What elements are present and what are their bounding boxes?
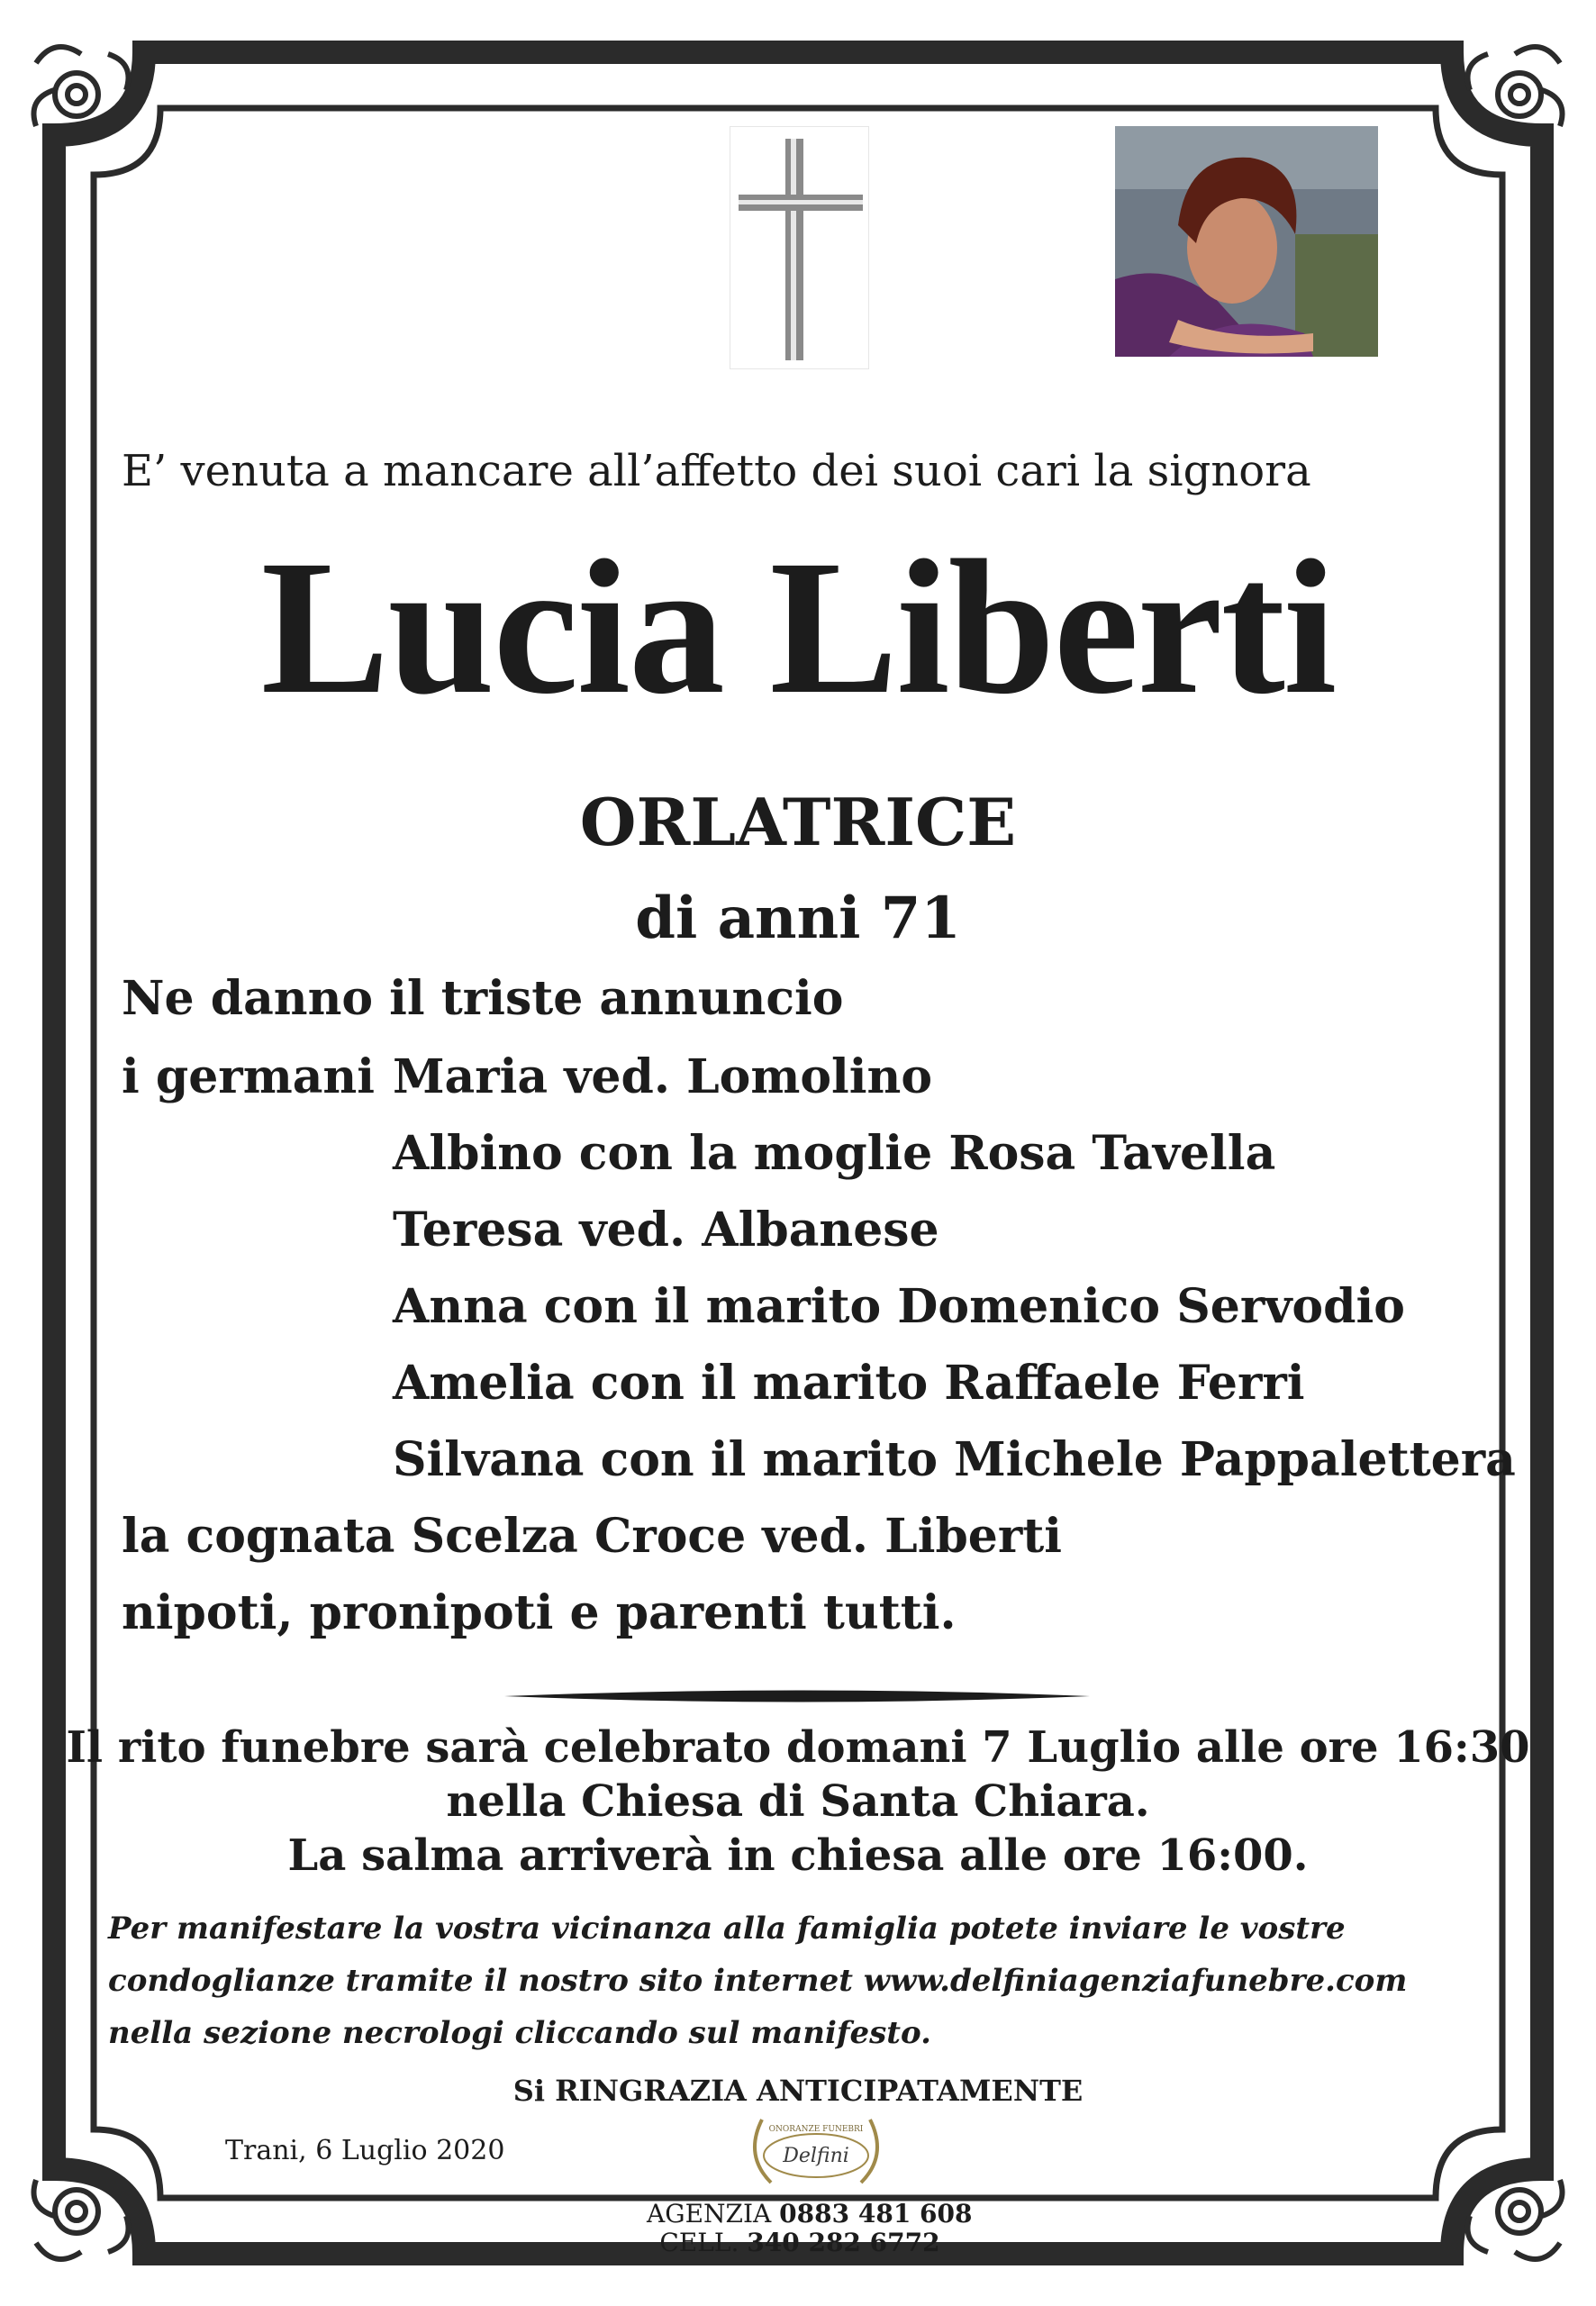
ceremony-line-3: La salma arriverà in chiesa alle ore 16:00. <box>287 1830 1309 1881</box>
deceased-name: Lucia Liberti <box>260 521 1336 734</box>
sibling-line: Silvana con il marito Michele Pappalettera <box>393 1432 1516 1487</box>
laurel-wreath-icon <box>735 2106 897 2196</box>
portrait-photo <box>1115 126 1378 357</box>
mourners-heading: Ne danno il triste annuncio <box>122 971 844 1026</box>
agency-logo <box>735 2106 897 2196</box>
ceremony-line-2: nella Chiesa di Santa Chiara. <box>446 1776 1150 1827</box>
agency-phone[interactable]: 0883 481 608 <box>779 2199 973 2229</box>
separator-line <box>504 1691 1090 1702</box>
place-date: Trani, 6 Luglio 2020 <box>225 2135 505 2166</box>
siblings-label: i germani <box>122 1049 375 1104</box>
ceremony-info <box>0 1720 1596 1883</box>
intro-text: E’ venuta a mancare all’affetto dei suoi cari la signora <box>122 446 1311 496</box>
sister-in-law-line: la cognata Scelza Croce ved. Liberti <box>122 1509 1063 1564</box>
cross-icon <box>730 126 869 369</box>
profession: ORLATRICE <box>579 784 1017 860</box>
logo-top-text: ONORANZE FUNEBRI <box>768 2125 864 2134</box>
sibling-line: Albino con la moglie Rosa Tavella <box>393 1126 1276 1181</box>
condolences-text: Per manifestare la vostra vicinanza alla famiglia potete inviare le vostre condoglianze tramite il nostro sito internet www.delfiniagenziafunebre.com nella sezione necrologi cliccando sul manifesto. <box>108 1911 1408 2051</box>
sibling-line: Teresa ved. Albanese <box>393 1203 939 1257</box>
ceremony-line-1: Il rito funebre sarà celebrato domani 7 Luglio alle ore 16:30 <box>66 1722 1530 1773</box>
age: di anni 71 <box>635 885 961 952</box>
thanks-text: Si RINGRAZIA ANTICIPATAMENTE <box>512 2074 1084 2108</box>
relatives-line: nipoti, pronipoti e parenti tutti. <box>122 1585 957 1640</box>
cell-label: CELL. <box>659 2228 739 2257</box>
agency-label: AGENZIA <box>647 2199 772 2229</box>
sibling-line: Amelia con il marito Raffaele Ferri <box>393 1356 1305 1411</box>
cell-phone[interactable]: 340 282 6772 <box>747 2228 940 2257</box>
sibling-line: Maria ved. Lomolino <box>393 1049 933 1104</box>
sibling-line: Anna con il marito Domenico Servodio <box>393 1279 1405 1334</box>
logo-name: Delfini <box>783 2145 849 2167</box>
agency-contacts <box>647 2199 973 2257</box>
